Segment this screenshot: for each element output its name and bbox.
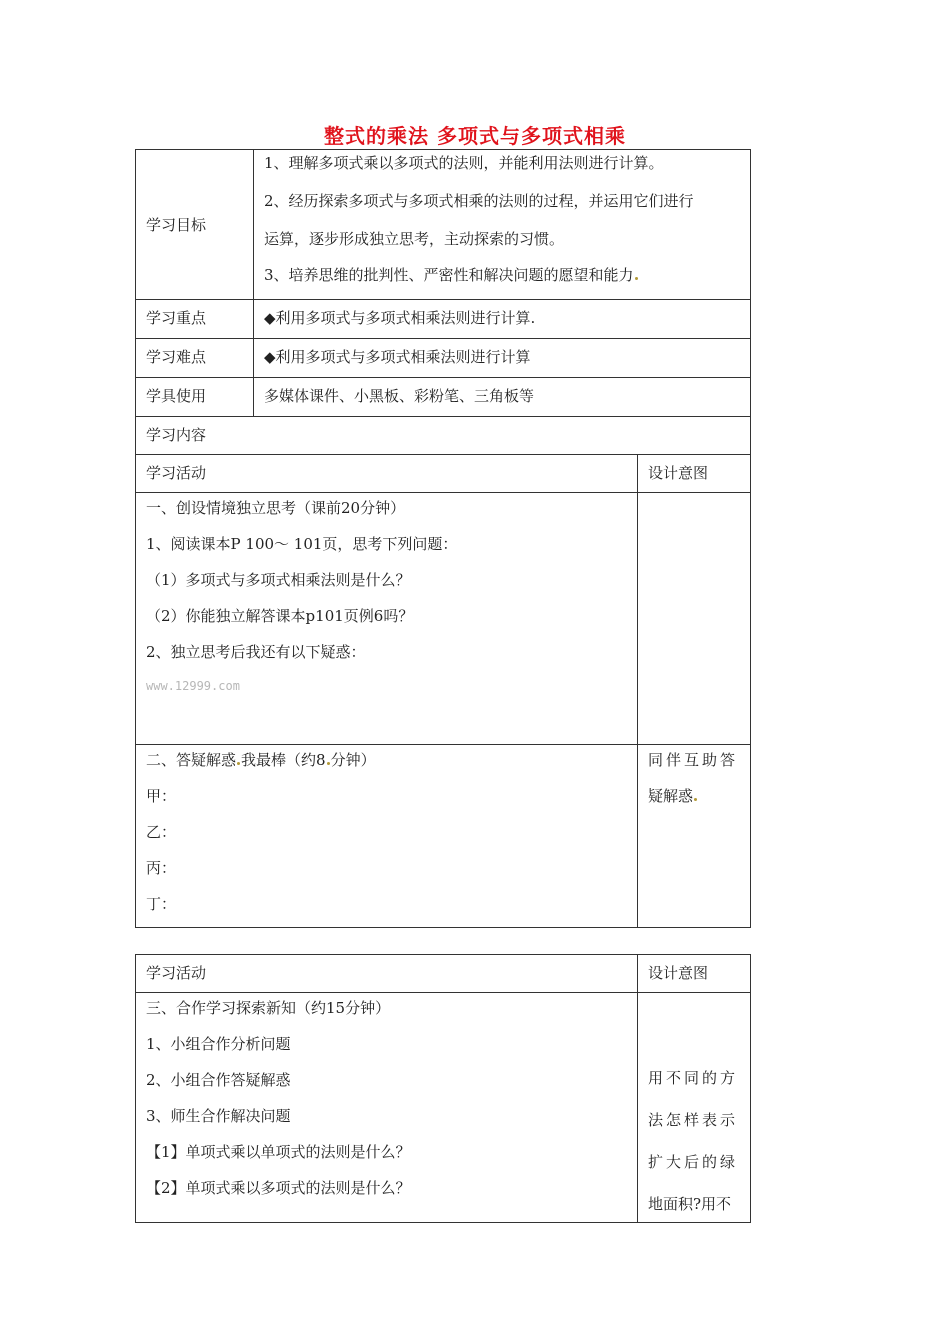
section1-line-2: 1、阅读课本P 100～ 101页，思考下列问题： [146,535,458,553]
intent-header: 设计意图 [638,455,751,493]
section2-line-bing: 丙： [146,859,177,877]
objective-1: 1、理解多项式乘以多项式的法则，并能利用法则进行计算。 [264,154,664,172]
section2-content [136,745,638,928]
section3-line-3: 2、小组合作答疑解惑 [146,1071,291,1089]
section1-line-4: （2）你能独立解答课本p101页例6吗？ [146,607,414,625]
section3-line-4: 3、师生合作解决问题 [146,1107,291,1125]
section3-intent [638,993,751,1223]
section1-line-1: 一、创设情境独立思考（课前20分钟） [146,499,406,517]
section2-intent-line-1: 同伴互助答 [648,751,739,769]
mark-dot [237,762,240,765]
tools-label: 学具使用 [136,378,254,417]
objective-2: 2、经历探索多项式与多项式相乘的法则的过程，并运用它们进行 [264,192,694,210]
key-point-label: 学习重点 [136,300,254,339]
activity-header: 学习活动 [136,455,638,493]
key-point-value: ◆利用多项式与多项式相乘法则进行计算. [254,300,751,339]
difficulty-label: 学习难点 [136,339,254,378]
section3-intent-line-1: 用不同的方 [648,1069,739,1087]
section2-line-yi: 乙： [146,823,177,841]
objective-2-cont: 运算，逐步形成独立思考，主动探索的习惯。 [264,230,565,248]
section2-line-ding: 丁： [146,895,177,913]
section3-line-6: 【2】单项式乘以多项式的法则是什么？ [146,1179,411,1197]
mark-dot [694,798,697,801]
lesson-plan-table [135,149,751,928]
tools-value: 多媒体课件、小黑板、彩粉笔、三角板等 [254,378,751,417]
section3-content [136,993,638,1223]
section3-line-5: 【1】单项式乘以单项式的法则是什么？ [146,1143,411,1161]
section2-line-jia: 甲： [146,787,177,805]
activity-table [135,954,751,1223]
section2-intent [638,745,751,928]
objectives-content [254,150,751,300]
section3-line-2: 1、小组合作分析问题 [146,1035,291,1053]
objectives-label: 学习目标 [136,150,254,300]
section3-intent-line-2: 法怎样表示 [648,1111,739,1129]
section2-heading: 二、答疑解惑 我最棒（约8 分钟） [146,751,376,769]
section3-line-1: 三、合作学习探索新知（约15分钟） [146,999,391,1017]
section1-intent [638,493,751,745]
section3-intent-line-4: 地面积?用不 [648,1195,732,1213]
section3-intent-line-3: 扩大后的绿 [648,1153,739,1171]
section1-line-3: （1）多项式与多项式相乘法则是什么？ [146,571,411,589]
content-label: 学习内容 [136,417,751,455]
activity-header-2: 学习活动 [136,955,638,993]
mark-dot [635,277,638,280]
mark-dot [327,762,330,765]
page-title: 整式的乘法 多项式与多项式相乘 [324,124,626,148]
watermark-text: www.12999.com [146,679,240,693]
intent-header-2: 设计意图 [638,955,751,993]
objective-3: 3、培养思维的批判性、严密性和解决问题的愿望和能力 [264,264,740,286]
section1-line-5: 2、独立思考后我还有以下疑惑： [146,643,366,661]
difficulty-value: ◆利用多项式与多项式相乘法则进行计算 [254,339,751,378]
section2-intent-line-2: 疑解惑 [648,785,740,807]
section1-content [136,493,638,745]
